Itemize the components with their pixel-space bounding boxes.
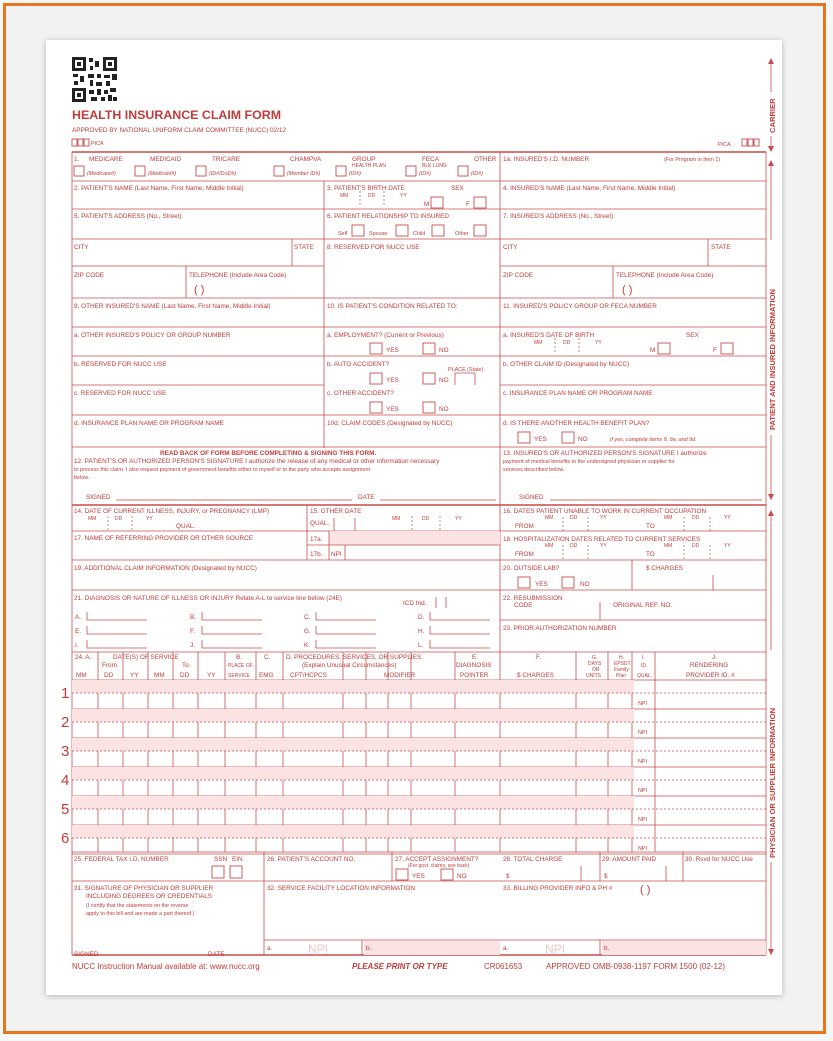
box24i: I. [642,655,645,661]
box17a-shade [329,531,500,545]
box24h: H. [619,655,624,661]
box24-to-yy: YY [207,672,216,679]
diagnosis-field[interactable] [430,612,490,620]
box33b-label: b. [604,945,610,952]
box29-label: 29. AMOUNT PAID [602,856,657,863]
box18-from-mm: MM [545,543,554,549]
box24g: G. [592,655,598,661]
box12-line-1: 12. PATIENT'S OR AUTHORIZED PERSON'S SIGNATURE I authorize the release of any medical or other information necessary [74,458,440,465]
service-line-shaded [72,767,634,780]
diagnosis-field[interactable] [316,626,376,634]
checkbox-auto-yes[interactable] [370,373,382,384]
checkbox-medicaid[interactable] [135,166,145,176]
service-line-npi: NPI [638,846,647,852]
box24d-explain: (Explain Unusual Circumstances) [302,662,397,669]
box15-dd: DD [422,516,430,522]
box31-line-2: INCLUDING DEGREES OR CREDENTIALS [86,893,213,900]
box13-signed: SIGNED [519,494,544,501]
id-medicaid: (Medicaid#) [148,171,177,177]
checkbox-ssn[interactable] [212,866,224,878]
box24d: D. PROCEDURES, SERVICES, OR SUPPLIES [286,654,422,661]
approved-line: APPROVED BY NATIONAL UNIFORM CLAIM COMMITTEE (NUCC) 02/12 [72,127,286,134]
service-line-shaded [72,738,634,751]
service-line-entry[interactable] [72,780,634,796]
checkbox-rel-spouse[interactable] [396,225,408,236]
box27-sub: (For govt. claims, see back) [408,863,470,869]
box24i-qual: QUAL. [637,673,653,679]
checkbox-other[interactable] [458,166,468,176]
box24c-emg: EMG [259,672,274,679]
other-accident-yes: YES [386,406,399,413]
box32-label: 32. SERVICE FACILITY LOCATION INFORMATION [267,885,415,892]
diagnosis-field[interactable] [316,612,376,620]
pica-label-right: PICA [718,142,731,148]
box24g-or: OR [592,667,600,673]
checkbox-patient-sex-m[interactable] [431,197,443,208]
diagnosis-field[interactable] [87,612,147,620]
diagnosis-letter: B. [190,614,197,621]
box24d-cpt: CPT/HCPCS [290,672,327,679]
box32b-shade [364,941,500,955]
box24-from-mm: MM [76,672,87,679]
checkbox-rel-other[interactable] [474,225,486,236]
box30-label: 30. Rsvd for NUCC Use [685,856,753,863]
box15-mm: MM [392,516,401,522]
box18-to-mm: MM [664,543,673,549]
box18-from: FROM [515,551,534,558]
diagnosis-field[interactable] [87,640,147,648]
diagnosis-field[interactable] [87,626,147,634]
box33b-shade [602,941,766,955]
checkbox-lab-no[interactable] [562,577,574,588]
box7-label: 7. INSURED'S ADDRESS (No., Street) [503,213,614,220]
diagnosis-field[interactable] [202,626,262,634]
service-line-shaded [72,796,634,809]
box16-to-yy: YY [724,515,731,521]
insured-zip-label: ZIP CODE [503,272,534,279]
box20-charges: $ CHARGES [646,565,683,572]
box32a-npi-watermark: NPI [308,942,329,956]
checkbox-assign-yes[interactable] [396,869,408,880]
box20-label: 20. OUTSIDE LAB? [503,565,560,572]
box24e-diagnosis: DIAGNOSIS [456,662,492,669]
service-line-number: 4 [61,772,70,789]
id-feca: (ID#) [419,171,431,177]
box24g-units: UNITS [586,673,601,679]
box16-from-dd: DD [570,515,578,521]
diagnosis-letter: F. [190,628,195,635]
box25-ssn: SSN [214,856,228,863]
box29-dollar: $ [604,873,608,880]
box32b-label: b. [366,945,372,952]
diagnosis-letter: L. [418,642,424,649]
box12-date: DATE [358,494,375,501]
box24-from-yy: YY [130,672,139,679]
service-line-number: 3 [61,743,70,760]
auto-no: NO [439,377,449,384]
box18-to-yy: YY [724,543,731,549]
icd-ind-label: ICD Ind. [403,600,427,607]
box24-dates: DATE(S) OF SERVICE [113,654,179,661]
box24j: J. [712,654,717,661]
box9-label: 9. OTHER INSURED'S NAME (Last Name, First Name, Middle Initial) [74,303,271,310]
box18-to: TO [646,551,655,558]
service-line-shaded [72,825,634,838]
checkbox-ein[interactable] [230,866,242,878]
box3-mm: MM [340,193,349,199]
lab-yes: YES [535,581,548,588]
box17a-label: 17a. [310,536,323,543]
box24e-pointer: POINTER [460,672,489,679]
checkbox-feca[interactable] [406,166,416,176]
service-line-shaded [72,680,634,693]
box11-label: 11. INSURED'S POLICY GROUP OR FECA NUMBER [503,303,657,310]
box9d-label: d. INSURANCE PLAN NAME OR PROGRAM NAME [74,420,224,427]
box31-line-1: 31. SIGNATURE OF PHYSICIAN OR SUPPLIER [74,885,214,892]
box33a-npi-watermark: NPI [545,942,566,956]
diagnosis-letter: E. [75,628,82,635]
other-accident-no: NO [439,406,449,413]
box17-label: 17. NAME OF REFERRING PROVIDER OR OTHER SOURCE [74,535,253,542]
patient-info-side-label: PATIENT AND INSURED INFORMATION [768,288,777,430]
box12-signed: SIGNED [86,494,111,501]
box11b-label: b. OTHER CLAIM ID (Designated by NUCC) [503,361,630,368]
box3-m: M [424,201,430,208]
box8-label: 8. RESERVED FOR NUCC USE [327,244,420,251]
pica-box-right[interactable] [748,139,753,146]
box13-line-1: 13. INSURED'S OR AUTHORIZED PERSON'S SIGNATURE I authorize [503,450,707,457]
place-state-label: PLACE (State) [448,367,484,373]
type-tricare: TRICARE [212,156,241,163]
diagnosis-field[interactable] [430,640,490,648]
id-other: (ID#) [471,171,483,177]
checkbox-other-accident-yes[interactable] [370,402,382,413]
box24g-days: DAYS [588,661,602,667]
box11a-yy: YY [595,340,602,346]
service-line-number: 5 [61,801,70,818]
checkbox-assign-no[interactable] [441,869,453,880]
box11d-note: If yes, complete items 9, 9a, and 9d. [610,437,697,443]
qr-code-icon [72,57,117,102]
relation-self: Self [338,231,348,237]
box14-mm: MM [88,516,97,522]
service-line-npi: NPI [638,788,647,794]
box18-to-dd: DD [692,543,700,549]
city-label: CITY [74,244,89,251]
box3-f: F [466,201,470,208]
box13-line-2: payment of medical benefits to the undersigned physician or supplier for [503,459,675,465]
box25-label: 25. FEDERAL TAX I.D. NUMBER [74,856,169,863]
service-line-number: 6 [61,830,70,847]
box3-yy: YY [400,193,407,199]
box9c-label: c. RESERVED FOR NUCC USE [74,390,167,397]
box16-from-yy: YY [600,515,607,521]
pica-box-right[interactable] [754,139,759,146]
box3-sex-label: SEX [451,185,464,192]
box24-from: From [102,662,117,669]
diagnosis-letter: D. [418,614,425,621]
diagnosis-letter: I. [75,642,79,649]
box4-label: 4. INSURED'S NAME (Last Name, First Name, Middle Initial) [503,185,676,192]
pica-box-left[interactable] [84,139,89,146]
service-line-shaded [72,709,634,722]
box25-ein: EIN [232,856,243,863]
box24b-service: SERVICE [228,673,250,679]
box11a-sex: SEX [686,332,699,339]
box16-to: TO [646,523,655,530]
employment-yes: YES [386,347,399,354]
box3-label: 3. PATIENT'S BIRTH DATE [327,185,405,192]
service-line-entry[interactable] [72,838,634,854]
checkbox-other-plan-yes[interactable] [518,432,530,443]
box22-label: 22. RESUBMISSION [503,595,563,602]
checkbox-medicare[interactable] [74,166,84,176]
box24h-epsdt: EPSDT [614,661,631,667]
assign-no: NO [457,873,467,880]
box18-from-yy: YY [600,543,607,549]
box24b-place: PLACE OF [228,663,253,669]
checkbox-rel-child[interactable] [432,225,444,236]
box16-from-mm: MM [545,515,554,521]
service-line-npi: NPI [638,817,647,823]
box1a-label: 1a. INSURED'S I.D. NUMBER [503,156,590,163]
diagnosis-field[interactable] [202,640,262,648]
box23-label: 23. PRIOR AUTHORIZATION NUMBER [503,625,617,632]
checkbox-other-accident-no[interactable] [423,402,435,413]
auto-yes: YES [386,377,399,384]
box5-label: 5. PATIENT'S ADDRESS (No., Street) [74,213,182,220]
id-tricare: (ID#/DoD#) [209,171,237,177]
pica-box-left[interactable] [78,139,83,146]
box24-to-mm: MM [154,672,165,679]
box21-label: 21. DIAGNOSIS OR NATURE OF ILLNESS OR INJURY Relate A-L to service line below (24E) [74,595,342,602]
checkbox-other-plan-no[interactable] [562,432,574,443]
service-line-number: 1 [61,685,70,702]
footer-code: CR061653 [484,962,523,971]
physician-info-side-label: PHYSICIAN OR SUPPLIER INFORMATION [768,707,777,858]
insured-phone-parens: ( ) [622,284,633,296]
box26-label: 26. PATIENT'S ACCOUNT NO. [267,856,356,863]
insured-state-label: STATE [711,244,731,251]
diagnosis-field[interactable] [202,612,262,620]
read-back-notice: READ BACK OF FORM BEFORE COMPLETING & SIGNING THIS FORM. [160,450,377,457]
box24h-plan: Plan [616,673,627,679]
zip-label: ZIP CODE [74,272,105,279]
box17b-npi: NPI [331,551,342,558]
box11a-label: a. INSURED'S DATE OF BIRTH [503,332,595,339]
diagnosis-letter: G. [304,628,311,635]
box16-label: 16. DATES PATIENT UNABLE TO WORK IN CURRENT OCCUPATION [503,508,707,515]
box16-from: FROM [515,523,534,530]
box33-label: 33. BILLING PROVIDER INFO & PH # [503,885,613,892]
type-medicaid: MEDICAID [150,156,182,163]
type-feca-sub: BLK LUNG [422,163,447,169]
box2-label: 2. PATIENT'S NAME (Last Name, First Name, Middle Initial) [74,185,244,192]
box11a-dd: DD [563,340,571,346]
box24e: E. [472,654,479,661]
employment-no: NO [439,347,449,354]
box27-label: 27. ACCEPT ASSIGNMENT? [395,856,479,863]
box24b: B. [236,654,243,661]
insured-telephone-label: TELEPHONE (Include Area Code) [616,272,714,279]
box28-dollar: $ [506,873,510,880]
relation-spouse: Spouse [369,231,388,237]
checkbox-rel-self[interactable] [352,225,364,236]
checkbox-auto-no[interactable] [423,373,435,384]
box14-yy: YY [146,516,153,522]
box15-qual: QUAL. [310,520,330,527]
box14-label: 14. DATE OF CURRENT ILLNESS, INJURY, or PREGNANCY (LMP) [74,508,270,515]
box24f-charges: $ CHARGES [517,672,554,679]
service-line-npi: NPI [638,759,647,765]
box24-from-dd: DD [104,672,114,679]
type-group-sub: HEALTH PLAN [352,163,386,169]
box24d-modifier: MODIFIER [384,672,416,679]
diagnosis-field[interactable] [430,626,490,634]
box10c-label: c. OTHER ACCIDENT? [327,390,394,397]
box31-line-3: (I certify that the statements on the reverse [86,903,189,909]
other-plan-yes: YES [534,436,547,443]
service-line-entry[interactable] [72,693,634,709]
telephone-label: TELEPHONE (Include Area Code) [189,272,287,279]
box24a: 24. A. [75,654,92,661]
box32a-label: a. [267,945,273,952]
box18-label: 18. HOSPITALIZATION DATES RELATED TO CURRENT SERVICES [503,536,701,543]
checkbox-patient-sex-f[interactable] [474,197,486,208]
footer-manual: NUCC Instruction Manual available at: www.nucc.org [72,962,260,971]
diagnosis-field[interactable] [316,640,376,648]
phone-parens: ( ) [194,284,205,296]
id-champva: (Member ID#) [287,171,321,177]
diagnosis-letter: A. [75,614,82,621]
box22-code: CODE [514,602,533,609]
box24f: F. [536,654,541,661]
id-medicare: (Medicare#) [87,171,116,177]
insured-city-label: CITY [503,244,518,251]
diagnosis-letter: K. [304,642,311,649]
box24h-family: Family [614,667,629,673]
id-group: (ID#) [349,171,361,177]
box33a-label: a. [503,945,509,952]
box12-line-2: to process this claim. I also request payment of government benefits either to myself or to the party who accepts assignment [74,467,371,473]
assign-yes: YES [412,873,425,880]
box9a-label: a. OTHER INSURED'S POLICY OR GROUP NUMBER [74,332,231,339]
box11a-m: M [650,347,656,354]
box24j-rendering: RENDERING [690,662,729,669]
checkbox-group[interactable] [336,166,346,176]
checkbox-tricare[interactable] [196,166,206,176]
checkbox-insured-sex-m[interactable] [658,343,670,354]
footer-print: PLEASE PRINT OR TYPE [352,962,448,971]
type-medicare: MEDICARE [89,156,123,163]
box1-number: 1. [74,156,80,163]
box11a-f: F [713,347,717,354]
box16-to-dd: DD [692,515,700,521]
box31-signed: SIGNED [74,951,99,958]
box31-date: DATE [208,951,225,958]
box16-to-mm: MM [664,515,673,521]
service-line-entry[interactable] [72,809,634,825]
box15-yy: YY [455,516,462,522]
box33-parens: ( ) [640,884,651,896]
box18-from-dd: DD [570,543,578,549]
type-champva: CHAMPVA [290,156,322,163]
box10b-label: b. AUTO ACCIDENT? [327,361,390,368]
form-title: HEALTH INSURANCE CLAIM FORM [72,108,282,122]
box24-to: To [182,662,189,669]
box24-to-dd: DD [180,672,190,679]
box24i-id: ID. [641,663,648,669]
relation-child: Child [413,231,426,237]
relation-other: Other [455,231,469,237]
box13-line-3: services described below. [503,467,565,473]
carrier-side-label: CARRIER [768,98,777,133]
checkbox-insured-sex-f[interactable] [721,343,733,354]
service-line-number: 2 [61,714,70,731]
box12-line-3: below. [74,475,90,481]
box1a-note: (For Program in Item 1) [664,157,721,163]
diagnosis-letter: C. [304,614,311,621]
checkbox-employment-yes[interactable] [370,343,382,354]
service-line-npi: NPI [638,701,647,707]
box6-label: 6. PATIENT RELATIONSHIP TO INSURED [327,213,450,220]
box22-orig: ORIGINAL REF. NO. [613,602,673,609]
other-plan-no: NO [578,436,588,443]
box10d-label: 10d. CLAIM CODES (Designated by NUCC) [327,420,453,427]
box14-qual: QUAL. [176,523,196,530]
box28-label: 28. TOTAL CHARGE [503,856,563,863]
box11d-label: d. IS THERE ANOTHER HEALTH BENEFIT PLAN? [503,420,650,427]
type-group: GROUP [352,156,376,163]
type-feca: FECA [422,156,440,163]
checkbox-employment-no[interactable] [423,343,435,354]
box17b-label: 17b. [310,551,323,558]
diagnosis-letter: J. [190,642,195,649]
box3-dd: DD [368,193,376,199]
box11c-label: c. INSURANCE PLAN NAME OR PROGRAM NAME [503,390,653,397]
service-line-entry[interactable] [72,751,634,767]
box24j-provider: PROVIDER ID. # [686,672,735,679]
box9b-label: b. RESERVED FOR NUCC USE [74,361,167,368]
box14-dd: DD [115,516,123,522]
diagnosis-letter: H. [418,628,425,635]
service-line-npi: NPI [638,730,647,736]
box31-line-4: apply to this bill and are made a part thereof.) [86,911,195,917]
box10-label: 10. IS PATIENT'S CONDITION RELATED TO: [327,303,458,310]
box24c: C. [264,654,271,661]
state-label: STATE [294,244,314,251]
footer-approved: APPROVED OMB-0938-1197 FORM 1500 (02-12) [546,962,726,971]
pica-box-left[interactable] [72,139,77,146]
service-line-entry[interactable] [72,722,634,738]
box15-label: 15. OTHER DATE [310,508,362,515]
box19-label: 19. ADDITIONAL CLAIM INFORMATION (Designated by NUCC) [74,565,257,572]
checkbox-champva[interactable] [274,166,284,176]
box10a-label: a. EMPLOYMENT? (Current or Previous) [327,332,444,339]
lab-no: NO [580,581,590,588]
box11a-mm: MM [534,340,543,346]
pica-label-left: PICA [91,141,104,147]
type-other: OTHER [474,156,497,163]
pica-box-right[interactable] [742,139,747,146]
checkbox-lab-yes[interactable] [518,577,530,588]
